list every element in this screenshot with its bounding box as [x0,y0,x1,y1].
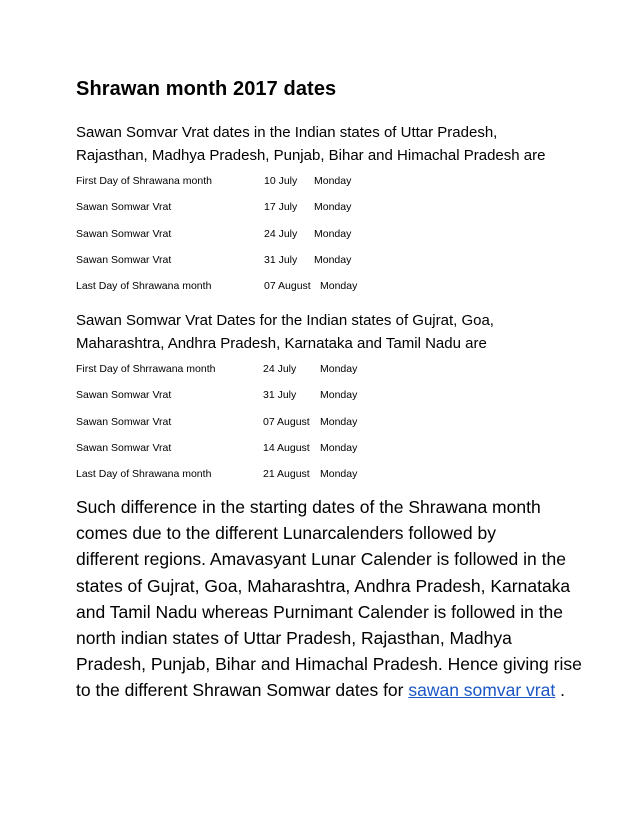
paragraph-line: different regions. Amavasyant Lunar Calender is followed in the [76,549,566,570]
row-day: Monday [314,201,352,214]
row-date: 31 July [264,253,298,266]
row-date: 07 August [264,280,311,293]
row-date: 21 August [263,468,310,481]
row-label: Sawan Somwar Vrat [76,227,172,240]
row-day: Monday [320,441,358,454]
row-label: First Day of Shrrawana month [76,363,216,375]
table-row [76,201,476,227]
paragraph-line: Such difference in the starting dates of the Shrawana month [76,497,541,517]
paragraph-line: Pradesh, Punjab, Bihar and Himachal Pradesh. Hence giving rise [76,654,582,675]
paragraph-line: states of Gujrat, Goa, Maharashtra, Andhra Pradesh, Karnataka [76,575,571,596]
row-label: Last Day of Shrawana month [76,280,212,293]
table-row [76,254,476,280]
paragraph-last-line [76,677,576,703]
last-line-prefix: to the different Shrawan Somwar dates for [76,680,409,701]
row-day: Monday [314,227,352,240]
row-date: 10 July [264,175,298,187]
closing-paragraph [76,494,582,704]
row-label: Sawan Somwar Vrat [76,441,172,454]
row-day: Monday [320,468,358,481]
sawan-somvar-vrat-link[interactable]: sawan somvar vrat [408,680,556,701]
row-label: Last Day of Shrawana month [76,468,212,481]
section2-dates-table [76,363,476,494]
row-date: 24 July [263,363,297,375]
row-day: Monday [314,175,352,187]
row-day: Monday [314,253,352,266]
row-date: 14 August [263,441,310,454]
row-day: Monday [320,415,358,428]
row-day: Monday [320,280,358,293]
paragraph-line: north indian states of Uttar Pradesh, Rajasthan, Madhya [76,627,512,648]
page-title: Shrawan month 2017 dates [76,78,337,100]
section2-intro-line: Maharashtra, Andhra Pradesh, Karnataka and Tamil Nadu are [76,335,487,352]
section2-intro-line: Sawan Somwar Vrat Dates for the Indian states of Gujrat, Goa, [76,312,494,329]
section1-intro-line: Sawan Somvar Vrat dates in the Indian states of Uttar Pradesh, [76,124,498,141]
row-day: Monday [320,363,358,375]
row-label: Sawan Somwar Vrat [76,389,172,402]
section1-intro [76,121,576,167]
table-row [76,228,476,254]
table-row [76,175,476,201]
table-row [76,363,476,389]
row-label: Sawan Somwar Vrat [76,201,172,214]
table-row [76,416,476,442]
row-date: 17 July [264,201,298,214]
row-date: 07 August [263,415,310,428]
table-row [76,389,476,415]
row-day: Monday [320,389,358,402]
row-label: First Day of Shrawana month [76,175,212,187]
paragraph-line: comes due to the different Lunarcalenders followed by [76,523,496,544]
section2-intro [76,309,576,355]
row-label: Sawan Somwar Vrat [76,253,172,266]
table-row [76,468,476,494]
row-label: Sawan Somwar Vrat [76,415,172,428]
table-row [76,442,476,468]
section1-dates-table [76,175,476,306]
last-line-suffix: . [555,680,565,701]
paragraph-line: and Tamil Nadu whereas Purnimant Calender is followed in the [76,601,564,622]
row-date: 24 July [264,227,298,240]
table-row [76,280,476,306]
section1-intro-line: Rajasthan, Madhya Pradesh, Punjab, Bihar and Himachal Pradesh are [76,147,546,164]
row-date: 31 July [263,389,297,402]
